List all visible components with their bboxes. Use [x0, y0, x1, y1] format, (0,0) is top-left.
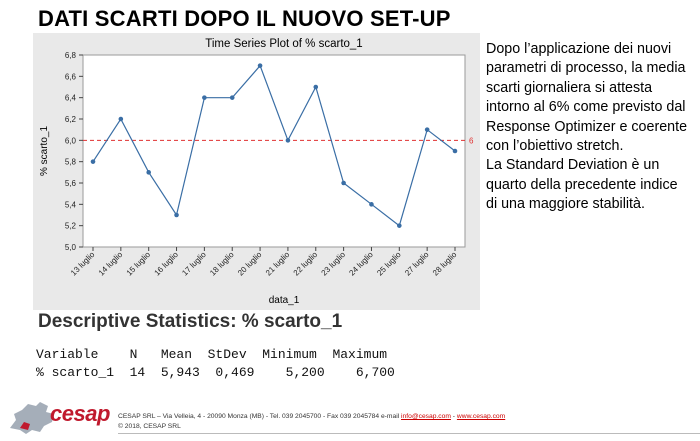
y-tick-label: 5,4	[64, 200, 76, 210]
footer-address: CESAP SRL – Via Velleia, 4 - 20090 Monza (MB) - Tel. 039 2045700 - Fax 039 2045784 e-mail	[118, 413, 402, 420]
x-tick-label: 14 luglio	[96, 250, 125, 278]
stats-data-row: % scarto_1 14 5,943 0,469 5,200 6,700	[36, 365, 395, 380]
footer-separator: -	[450, 413, 457, 420]
y-tick-label: 6,4	[64, 93, 76, 103]
chart-panel	[33, 33, 480, 310]
y-tick-label: 6,2	[64, 115, 76, 124]
y-tick-label: 6,6	[64, 72, 76, 82]
data-point	[313, 85, 318, 90]
x-tick-label: 24 luglio	[347, 250, 375, 278]
x-tick-label: 18 luglio	[208, 250, 236, 278]
data-point	[146, 170, 151, 175]
y-tick-label: 5,6	[64, 179, 76, 188]
y-tick-label: 5,2	[64, 221, 76, 231]
data-point	[397, 223, 402, 228]
x-tick-label: 17 luglio	[180, 250, 208, 278]
footer-email-link[interactable]: info@cesap.com	[401, 413, 451, 420]
y-tick-label: 6,8	[64, 51, 76, 60]
reference-line-label: 6	[469, 136, 474, 146]
x-tick-label: 23 luglio	[319, 250, 348, 278]
logo-text: cesap	[50, 401, 110, 426]
x-tick-label: 15 luglio	[124, 250, 153, 278]
x-tick-label: 27 luglio	[403, 250, 431, 278]
data-point	[341, 181, 346, 186]
data-point	[453, 149, 458, 154]
slide-title: DATI SCARTI DOPO IL NUOVO SET-UP	[38, 6, 451, 31]
x-tick-label: 28 luglio	[430, 250, 459, 278]
footer-divider	[118, 433, 700, 434]
side-text	[486, 40, 691, 215]
data-point	[286, 138, 291, 143]
y-tick-label: 5,0	[64, 243, 76, 252]
x-axis-label: data_1	[268, 295, 300, 306]
cesap-logo	[6, 398, 110, 436]
x-tick-label: 25 luglio	[375, 250, 403, 278]
plot-area	[83, 55, 465, 247]
data-point	[425, 127, 430, 132]
footer-website-link[interactable]: www.cesap.com	[456, 413, 506, 420]
footer-contact	[118, 413, 505, 420]
data-point	[230, 95, 235, 100]
descriptive-statistics-title: Descriptive Statistics: % scarto_1	[38, 311, 343, 332]
side-paragraph-1: Dopo l’applicazione dei nuovi parametri di processo, la media scarti giornaliera si attesta intorno al 6% come previsto dal Response Optimizer e coerente con l’obiettivo stretch.	[486, 41, 688, 155]
x-tick-label: 13 luglio	[68, 250, 97, 278]
data-point	[369, 202, 374, 207]
stats-header-row: Variable N Mean StDev Minimum Maximum	[36, 347, 388, 362]
footer-copyright: © 2018, CESAP SRL	[118, 423, 181, 430]
x-tick-label: 20 luglio	[236, 250, 264, 278]
time-series-chart	[33, 33, 480, 310]
x-tick-label: 21 luglio	[263, 250, 292, 278]
x-tick-label: 16 luglio	[152, 250, 180, 278]
data-point	[91, 159, 96, 164]
chart-title: Time Series Plot of % scarto_1	[205, 38, 363, 50]
y-axis-label: % scarto_1	[39, 125, 50, 177]
data-point	[174, 213, 179, 218]
data-point	[119, 117, 124, 122]
y-tick-label: 5,8	[64, 157, 76, 167]
side-paragraph-2: La Standard Deviation è un quarto della precedente indice di una maggiore stabilità.	[486, 157, 678, 213]
y-tick-label: 6,0	[64, 136, 76, 146]
data-point	[202, 95, 207, 100]
x-tick-label: 22 luglio	[291, 250, 320, 278]
data-point	[258, 63, 263, 68]
